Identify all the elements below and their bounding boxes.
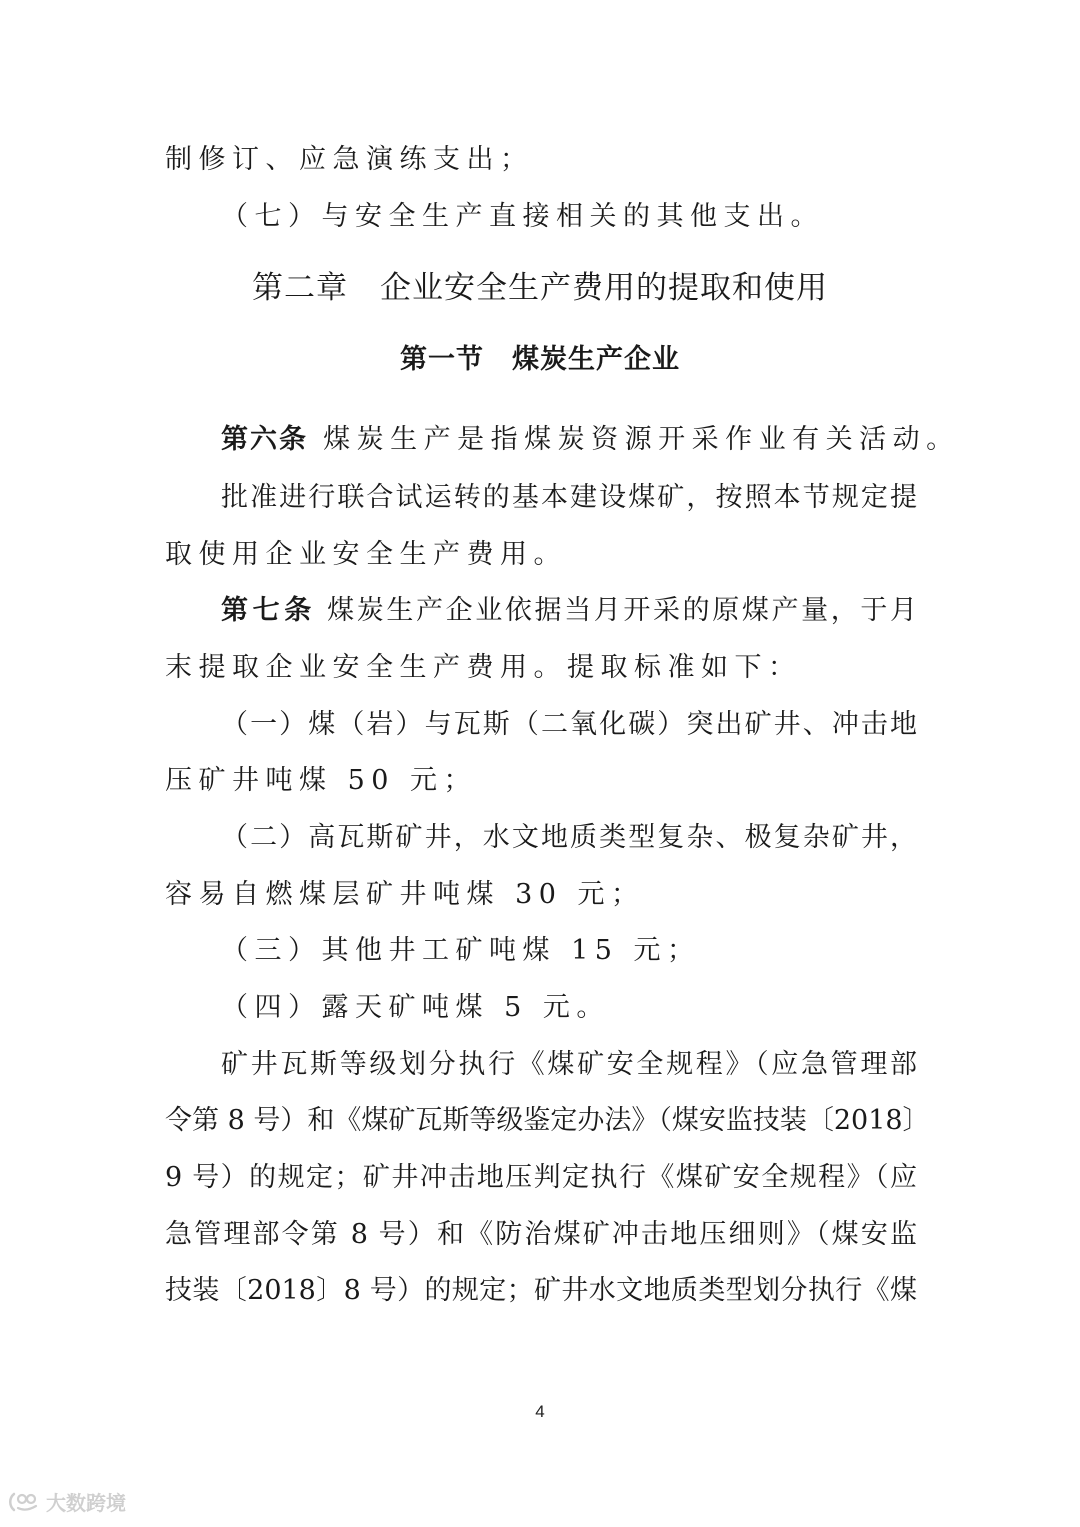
article-7-text: 煤炭生产企业依据当月开采的原煤产量，于月 bbox=[327, 595, 918, 626]
text-line: 批准进行联合试运转的基本建设煤矿，按照本节规定提 bbox=[221, 482, 917, 513]
list-item: （三）其他井工矿吨煤 15 元； bbox=[221, 935, 701, 966]
text-line: 末提取企业安全生产费用。提取标准如下： bbox=[165, 652, 802, 683]
article-6 bbox=[221, 421, 960, 459]
text-line: 矿井瓦斯等级划分执行《煤矿安全规程》（应急管理部 bbox=[221, 1049, 917, 1080]
watermark bbox=[8, 1487, 126, 1516]
article-6-lead: 第六条 bbox=[221, 424, 308, 455]
logo-icon bbox=[8, 1490, 42, 1514]
text-line: 制修订、应急演练支出； bbox=[165, 144, 534, 175]
text-line: 取使用企业安全生产费用。 bbox=[165, 539, 567, 570]
list-item: （一）煤（岩）与瓦斯（二氧化碳）突出矿井、冲击地 bbox=[221, 709, 917, 740]
text-line: 急管理部令第 8 号）和《防治煤矿冲击地压细则》（煤安监 bbox=[165, 1219, 917, 1250]
section-title: 第一节 煤炭生产企业 bbox=[400, 344, 680, 375]
chapter-title: 第二章 企业安全生产费用的提取和使用 bbox=[252, 270, 828, 306]
text-line: 技装〔2018〕8 号）的规定；矿井水文地质类型划分执行《煤 bbox=[165, 1275, 917, 1306]
watermark-text: 大数跨境 bbox=[46, 1491, 126, 1515]
text-line: （七）与安全生产直接相关的其他支出。 bbox=[221, 201, 824, 232]
list-item: 压矿井吨煤 50 元； bbox=[165, 765, 478, 796]
list-item: 容易自燃煤层矿井吨煤 30 元； bbox=[165, 879, 645, 910]
page-number: 4 bbox=[535, 1402, 545, 1421]
list-item: （二）高瓦斯矿井，水文地质类型复杂、极复杂矿井， bbox=[221, 822, 917, 853]
text-line: 令第 8 号）和《煤矿瓦斯等级鉴定办法》（煤安监技装〔2018〕 bbox=[165, 1105, 930, 1136]
article-7 bbox=[221, 592, 917, 630]
text-line: 9 号）的规定；矿井冲击地压判定执行《煤矿安全规程》（应 bbox=[165, 1162, 917, 1193]
list-item: （四）露天矿吨煤 5 元。 bbox=[221, 992, 610, 1023]
article-7-lead: 第七条 bbox=[221, 595, 316, 626]
article-6-text: 煤炭生产是指煤炭资源开采作业有关活动。 bbox=[323, 424, 960, 455]
